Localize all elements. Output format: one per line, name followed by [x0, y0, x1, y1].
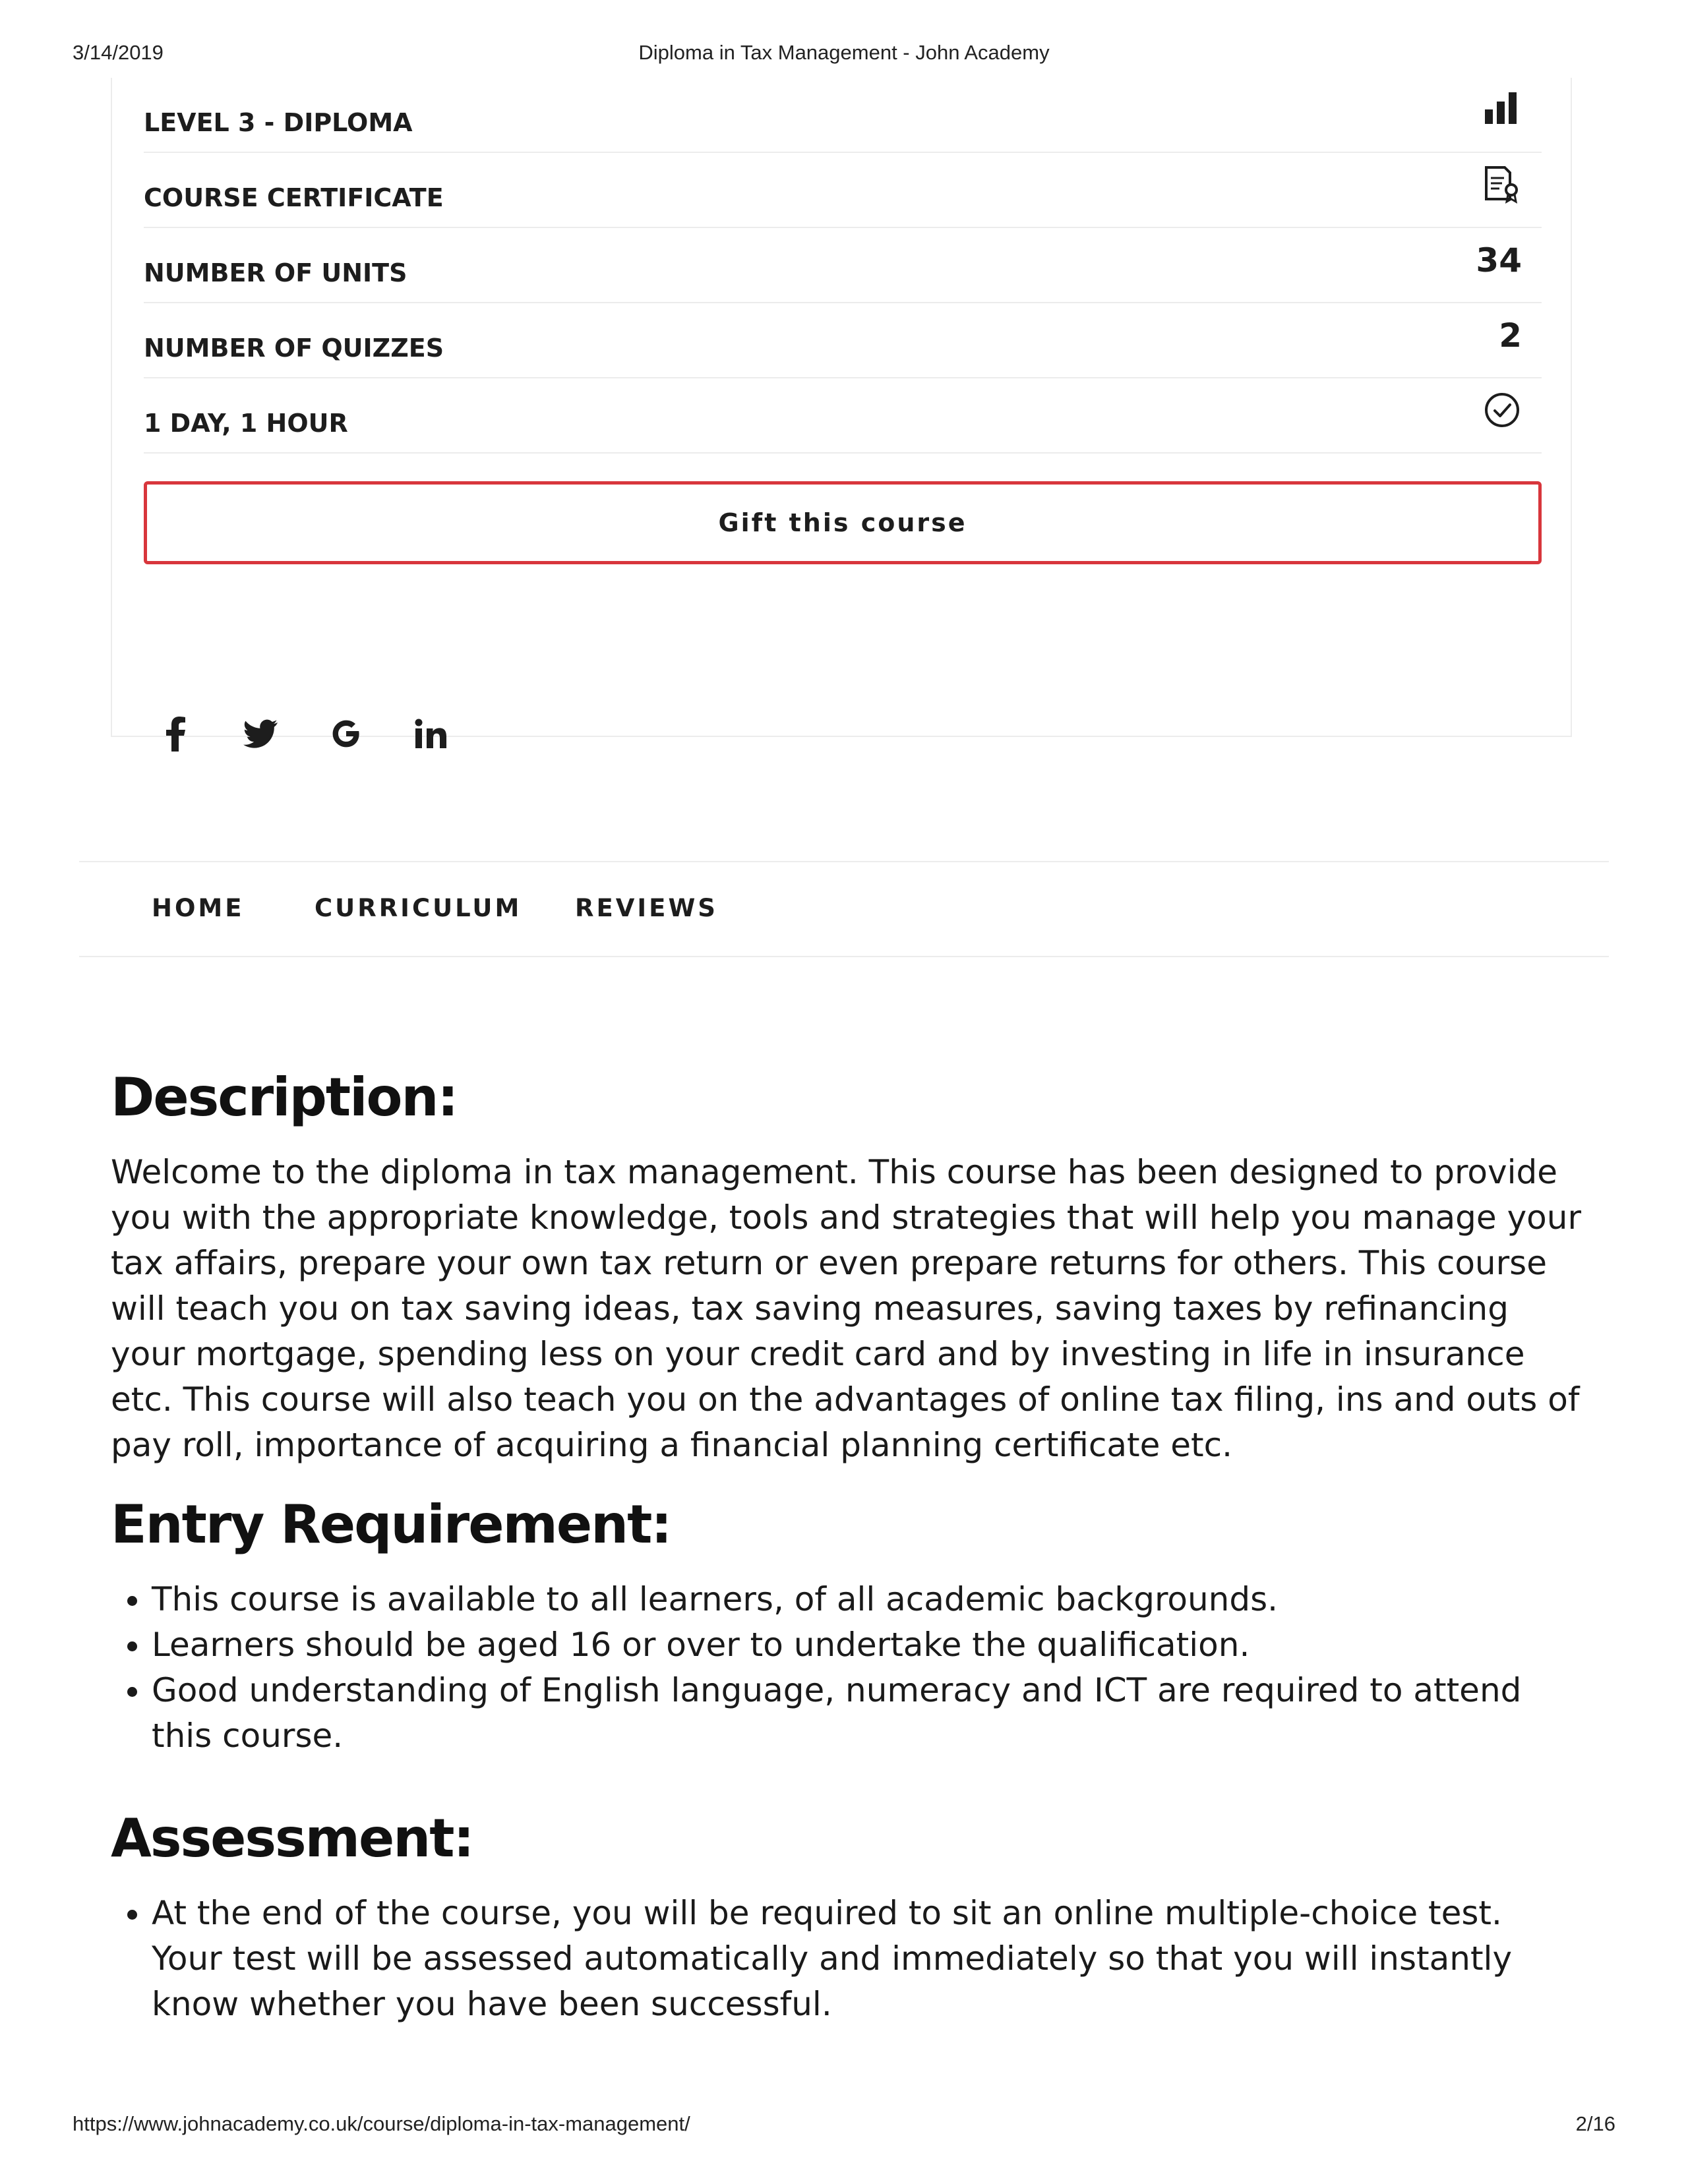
list-item: • Learners should be aged 16 or over to undertake the qualification. [152, 1622, 1581, 1668]
course-info-card [111, 78, 1572, 737]
description-heading: Description: [111, 1067, 458, 1128]
description-text: Welcome to the diploma in tax management. This course has been designed to provide you with the appropriate knowledge, tools and strategies that will help you manage your tax affairs, prepare your own tax return or even prepare returns for others. This course will teach you on tax saving ideas, tax saving measures, saving taxes by refinancing your mortgage, spending less on your credit card and by investing in life in insurance etc. This course will also teach you on the advantages of online tax filing, ins and outs of pay roll, importance of acquiring a financial planning certificate etc. [111, 1153, 1582, 1464]
stat-row-quizzes [144, 303, 1542, 378]
list-item: • Good understanding of English language, numeracy and ICT are required to attend this course. [152, 1668, 1581, 1759]
stat-label-quizzes: NUMBER OF QUIZZES [144, 334, 444, 363]
assessment-heading: Assessment: [111, 1808, 473, 1869]
facebook-icon[interactable] [152, 711, 198, 757]
stat-row-level [144, 78, 1542, 153]
linkedin-icon[interactable] [407, 711, 454, 757]
print-title: Diploma in Tax Management - John Academy [638, 41, 1050, 64]
print-header [73, 41, 1615, 67]
stat-value-units: 34 [1476, 241, 1522, 280]
list-item: • This course is available to all learners, of all academic backgrounds. [152, 1577, 1581, 1622]
entry-requirement-section [111, 1494, 1581, 1555]
stat-row-units [144, 228, 1542, 303]
bar-chart-icon [1482, 90, 1522, 129]
stat-value-quizzes: 2 [1499, 316, 1522, 355]
course-tabs [79, 861, 1609, 957]
clock-check-icon [1482, 390, 1522, 430]
gift-course-button[interactable]: Gift this course [144, 481, 1542, 564]
assessment-section [111, 1808, 1581, 1869]
stat-label-level: LEVEL 3 - DIPLOMA [144, 108, 413, 137]
list-item: • At the end of the course, you will be required to sit an online multiple-choice test. Your test will be assessed automatically and immediately so that you will instantly know whether you have been successful. [152, 1891, 1581, 2027]
entry-requirement-list [111, 1577, 1581, 1759]
print-date: 3/14/2019 [73, 41, 164, 64]
google-icon[interactable] [323, 711, 369, 757]
tab-home[interactable]: HOME [152, 894, 245, 922]
stat-label-certificate: COURSE CERTIFICATE [144, 183, 444, 212]
stat-label-units: NUMBER OF UNITS [144, 258, 407, 287]
tab-curriculum[interactable]: CURRICULUM [315, 894, 522, 922]
entry-requirement-heading: Entry Requirement: [111, 1494, 671, 1555]
description-section [111, 1067, 1581, 1128]
tab-reviews[interactable]: REVIEWS [575, 894, 718, 922]
print-footer [73, 2112, 1615, 2139]
certificate-icon [1482, 165, 1522, 204]
description-body [111, 1150, 1581, 1468]
print-page-number: 2/16 [1575, 2112, 1615, 2135]
stat-label-duration: 1 DAY, 1 HOUR [144, 409, 348, 438]
print-url: https://www.johnacademy.co.uk/course/diploma-in-tax-management/ [73, 2112, 690, 2135]
assessment-list [111, 1891, 1581, 2027]
stat-row-duration [144, 378, 1542, 454]
twitter-icon[interactable] [237, 711, 284, 757]
stat-row-certificate [144, 153, 1542, 228]
